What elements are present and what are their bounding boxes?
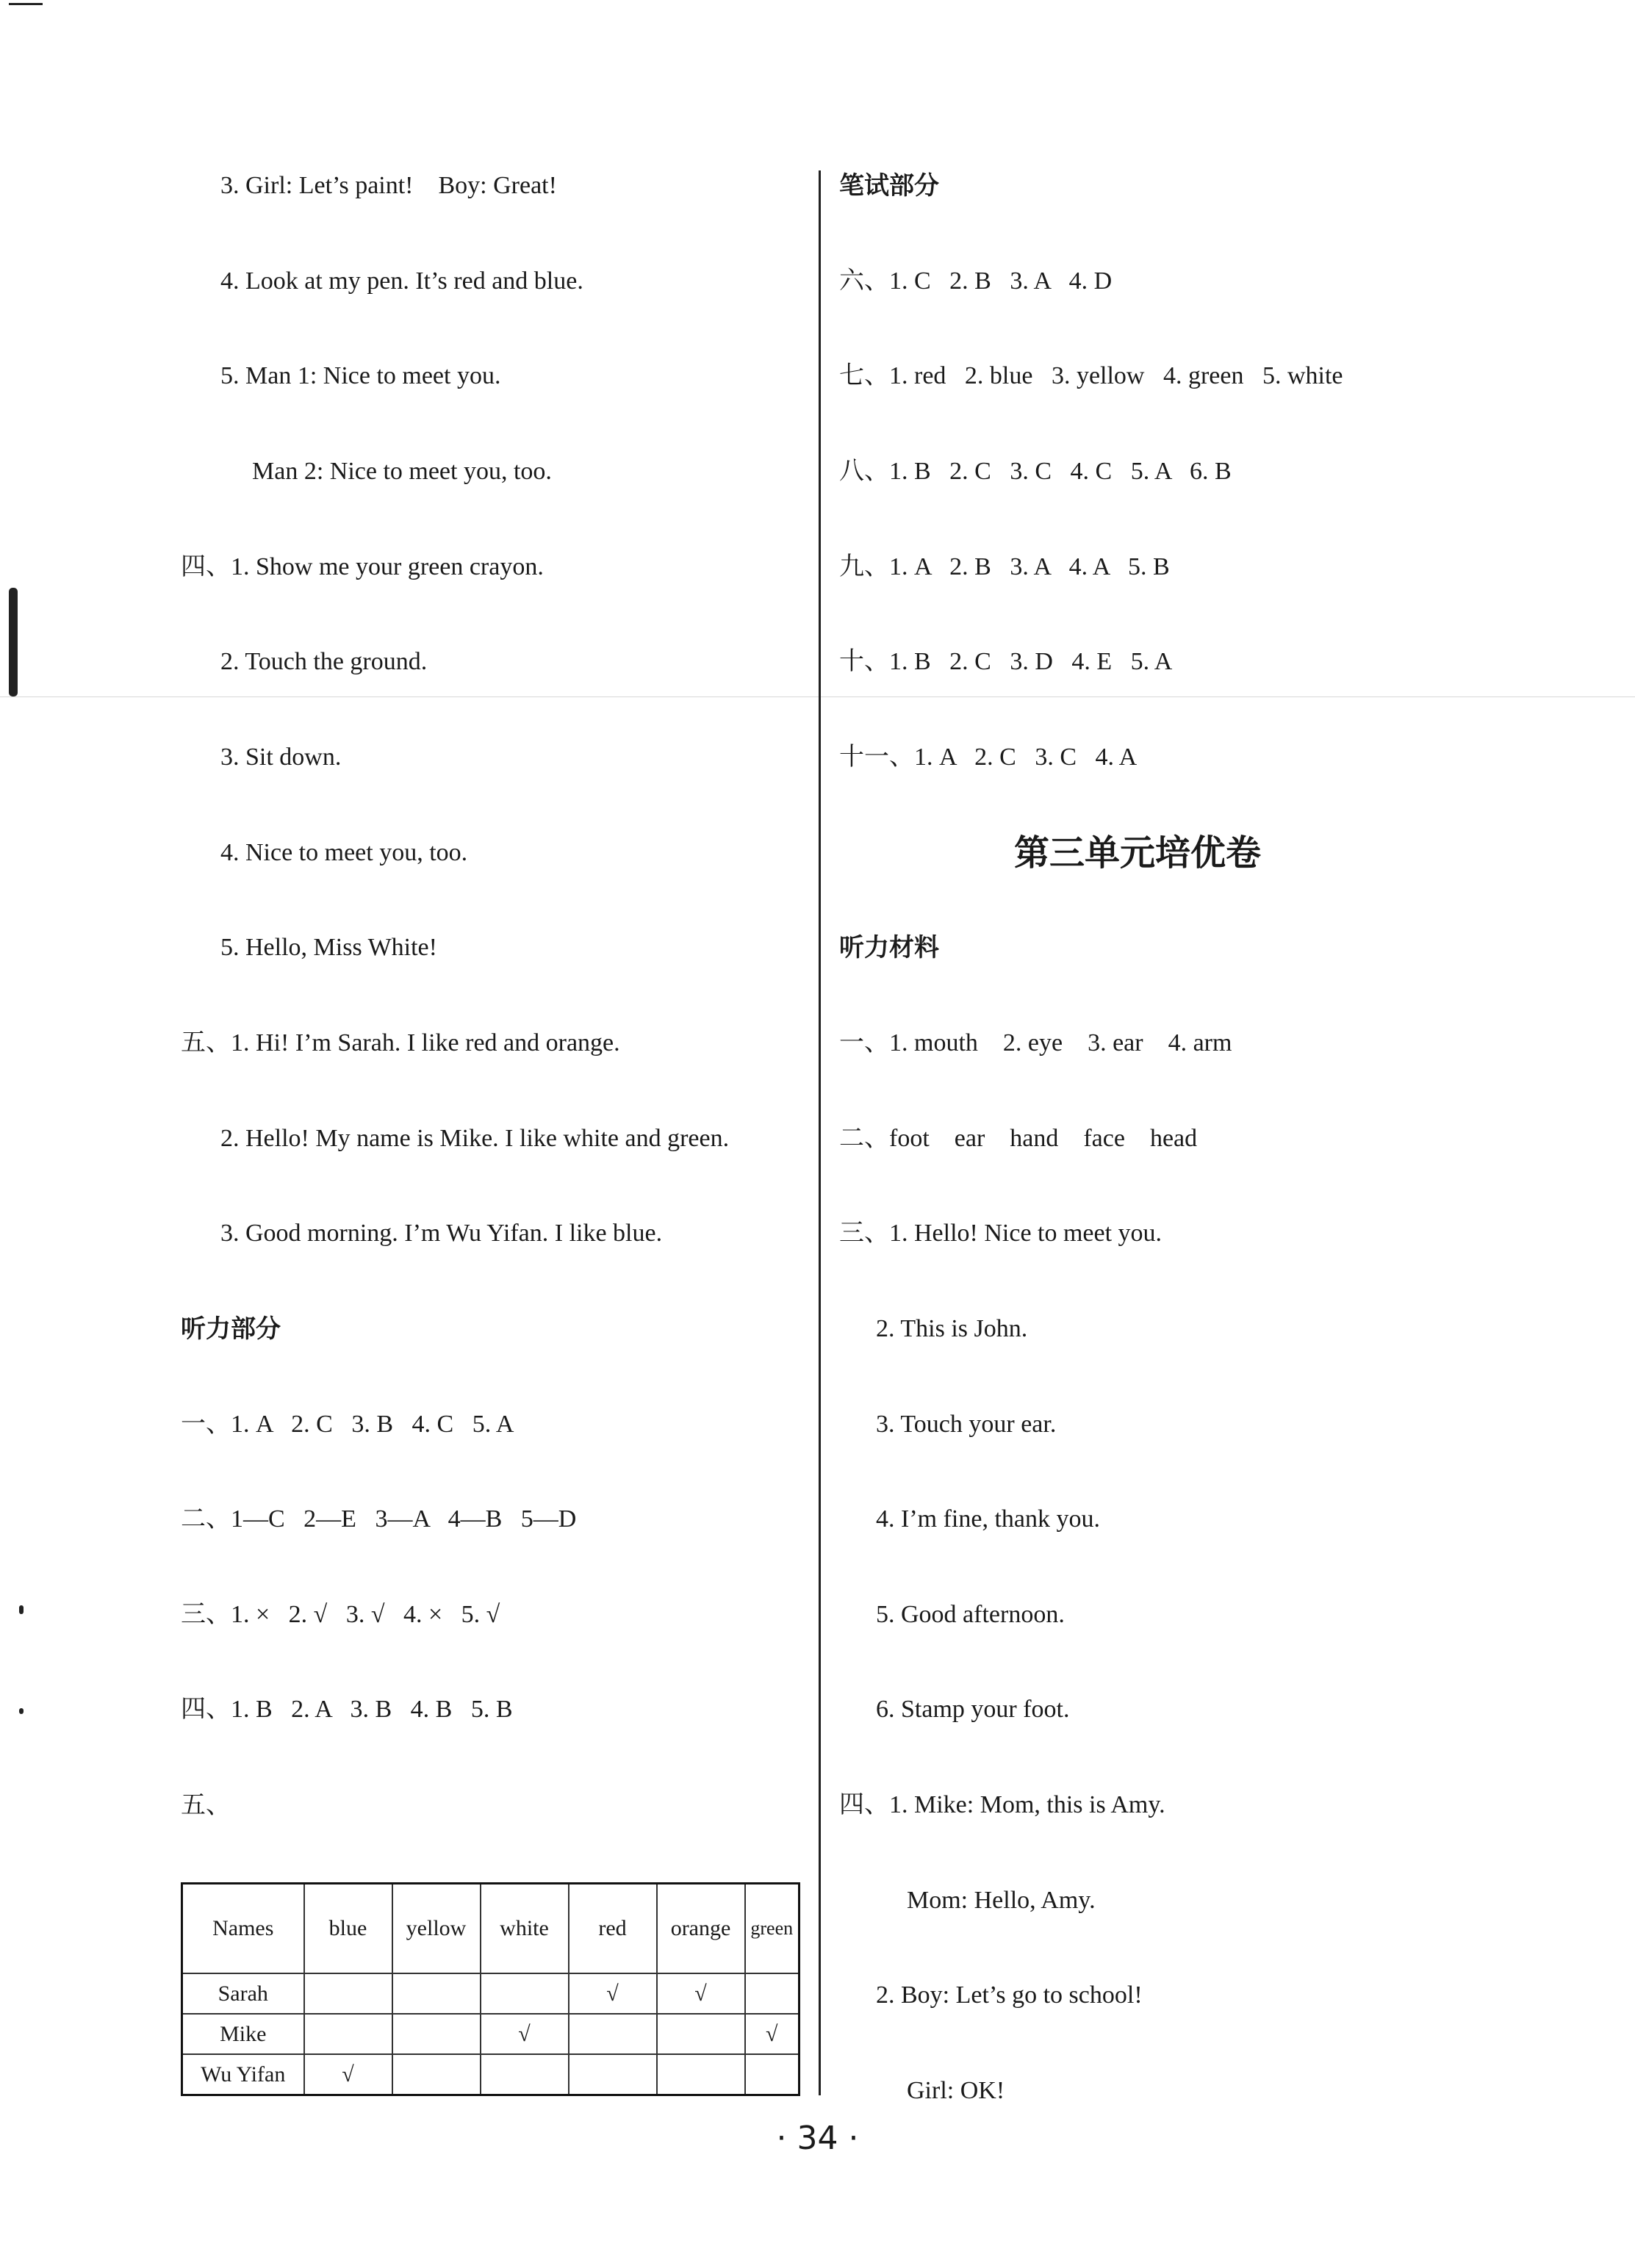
listening-text-line: 2. Hello! My name is Mike. I like white and green. xyxy=(220,1125,730,1152)
listening-text-line: 3. Sit down. xyxy=(220,744,342,771)
section-heading-listening: 听力部分 xyxy=(181,1314,281,1344)
table-cell: √ xyxy=(569,1973,657,2014)
table-cell xyxy=(569,2014,657,2054)
material-line: 6. Stamp your foot. xyxy=(876,1696,1070,1723)
table-cell xyxy=(657,2054,745,2095)
table-cell: √ xyxy=(657,1973,745,2014)
binding-mark xyxy=(9,588,18,696)
listening-text-line: 5. Hello, Miss White! xyxy=(220,934,437,961)
material-line: 四、1. Mike: Mom, this is Amy. xyxy=(839,1791,1165,1818)
table-header-cell: white xyxy=(481,1884,569,1974)
answer-line: 八、1. B 2. C 3. C 4. C 5. A 6. B xyxy=(839,458,1232,485)
scan-mark xyxy=(9,3,43,5)
table-cell: √ xyxy=(304,2054,392,2095)
table-cell xyxy=(745,1973,799,2014)
color-answer-table xyxy=(181,1882,800,2096)
answer-line: 十、1. B 2. C 3. D 4. E 5. A xyxy=(839,648,1173,675)
material-line: 3. Touch your ear. xyxy=(876,1411,1057,1438)
answer-line: 一、1. A 2. C 3. B 4. C 5. A xyxy=(181,1411,514,1438)
table-cell-name: Sarah xyxy=(182,1973,304,2014)
table-cell-name: Mike xyxy=(182,2014,304,2054)
listening-text-line: 4. Look at my pen. It’s red and blue. xyxy=(220,267,583,295)
table-cell xyxy=(304,1973,392,2014)
material-line: 2. Boy: Let’s go to school! xyxy=(876,1981,1143,2009)
answer-item-five: 五、 xyxy=(181,1790,231,1820)
table-cell xyxy=(657,2014,745,2054)
material-line: 4. I’m fine, thank you. xyxy=(876,1505,1100,1533)
material-line: 2. This is John. xyxy=(876,1315,1028,1342)
table-cell xyxy=(392,1973,481,2014)
table-header-cell: yellow xyxy=(392,1884,481,1974)
answer-line: 七、1. red 2. blue 3. yellow 4. green 5. white xyxy=(839,362,1343,389)
table-row xyxy=(182,2014,799,2054)
answer-line: 三、1. × 2. √ 3. √ 4. × 5. √ xyxy=(181,1601,500,1628)
material-line: 三、1. Hello! Nice to meet you. xyxy=(839,1220,1163,1247)
listening-text-line: 5. Man 1: Nice to meet you. xyxy=(220,362,501,389)
table-cell xyxy=(392,2014,481,2054)
listening-text-line: 四、1. Show me your green crayon. xyxy=(181,553,544,580)
table-row xyxy=(182,1973,799,2014)
scan-dot xyxy=(19,1708,24,1714)
listening-text-line: 2. Touch the ground. xyxy=(220,648,428,675)
listening-text-line: Man 2: Nice to meet you, too. xyxy=(252,458,552,485)
table-cell xyxy=(481,2054,569,2095)
table-cell: √ xyxy=(481,2014,569,2054)
table-cell xyxy=(569,2054,657,2095)
scan-dot xyxy=(19,1605,24,1614)
answer-line: 六、1. C 2. B 3. A 4. D xyxy=(839,267,1113,295)
listening-text-line: 3. Good morning. I’m Wu Yifan. I like blue. xyxy=(220,1220,663,1247)
answer-line: 二、1—C 2—E 3—A 4—B 5—D xyxy=(181,1505,577,1533)
page-number: · 34 · xyxy=(776,2120,859,2157)
section-heading-material: 听力材料 xyxy=(839,933,939,962)
table-cell-name: Wu Yifan xyxy=(182,2054,304,2095)
table-cell xyxy=(481,1973,569,2014)
unit-title: 第三单元培优卷 xyxy=(1014,832,1262,874)
answer-line: 十一、1. A 2. C 3. C 4. A xyxy=(839,744,1138,771)
table-cell: √ xyxy=(745,2014,799,2054)
listening-text-line: 4. Nice to meet you, too. xyxy=(220,839,468,866)
page-fold-line xyxy=(0,696,1635,697)
table-row xyxy=(182,2054,799,2095)
column-divider xyxy=(819,170,821,2095)
listening-text-line: 五、1. Hi! I’m Sarah. I like red and orange. xyxy=(181,1029,620,1056)
listening-text-line: 3. Girl: Let’s paint! Boy: Great! xyxy=(220,172,557,199)
material-line: Girl: OK! xyxy=(907,2077,1005,2104)
table-header-cell: Names xyxy=(182,1884,304,1974)
table-header-cell: blue xyxy=(304,1884,392,1974)
answer-line: 四、1. B 2. A 3. B 4. B 5. B xyxy=(181,1696,513,1723)
table-header-cell: orange xyxy=(657,1884,745,1974)
material-line: Mom: Hello, Amy. xyxy=(907,1887,1096,1914)
table-cell xyxy=(304,2014,392,2054)
table-header-cell: green xyxy=(745,1884,799,1974)
table-cell xyxy=(745,2054,799,2095)
table-header-cell: red xyxy=(569,1884,657,1974)
material-line: 一、1. mouth 2. eye 3. ear 4. arm xyxy=(839,1029,1232,1056)
table-header-row xyxy=(182,1884,799,1974)
material-line: 5. Good afternoon. xyxy=(876,1601,1065,1628)
table-cell xyxy=(392,2054,481,2095)
material-line: 二、foot ear hand face head xyxy=(839,1125,1198,1152)
section-heading-written: 笔试部分 xyxy=(839,171,939,201)
answer-line: 九、1. A 2. B 3. A 4. A 5. B xyxy=(839,553,1170,580)
